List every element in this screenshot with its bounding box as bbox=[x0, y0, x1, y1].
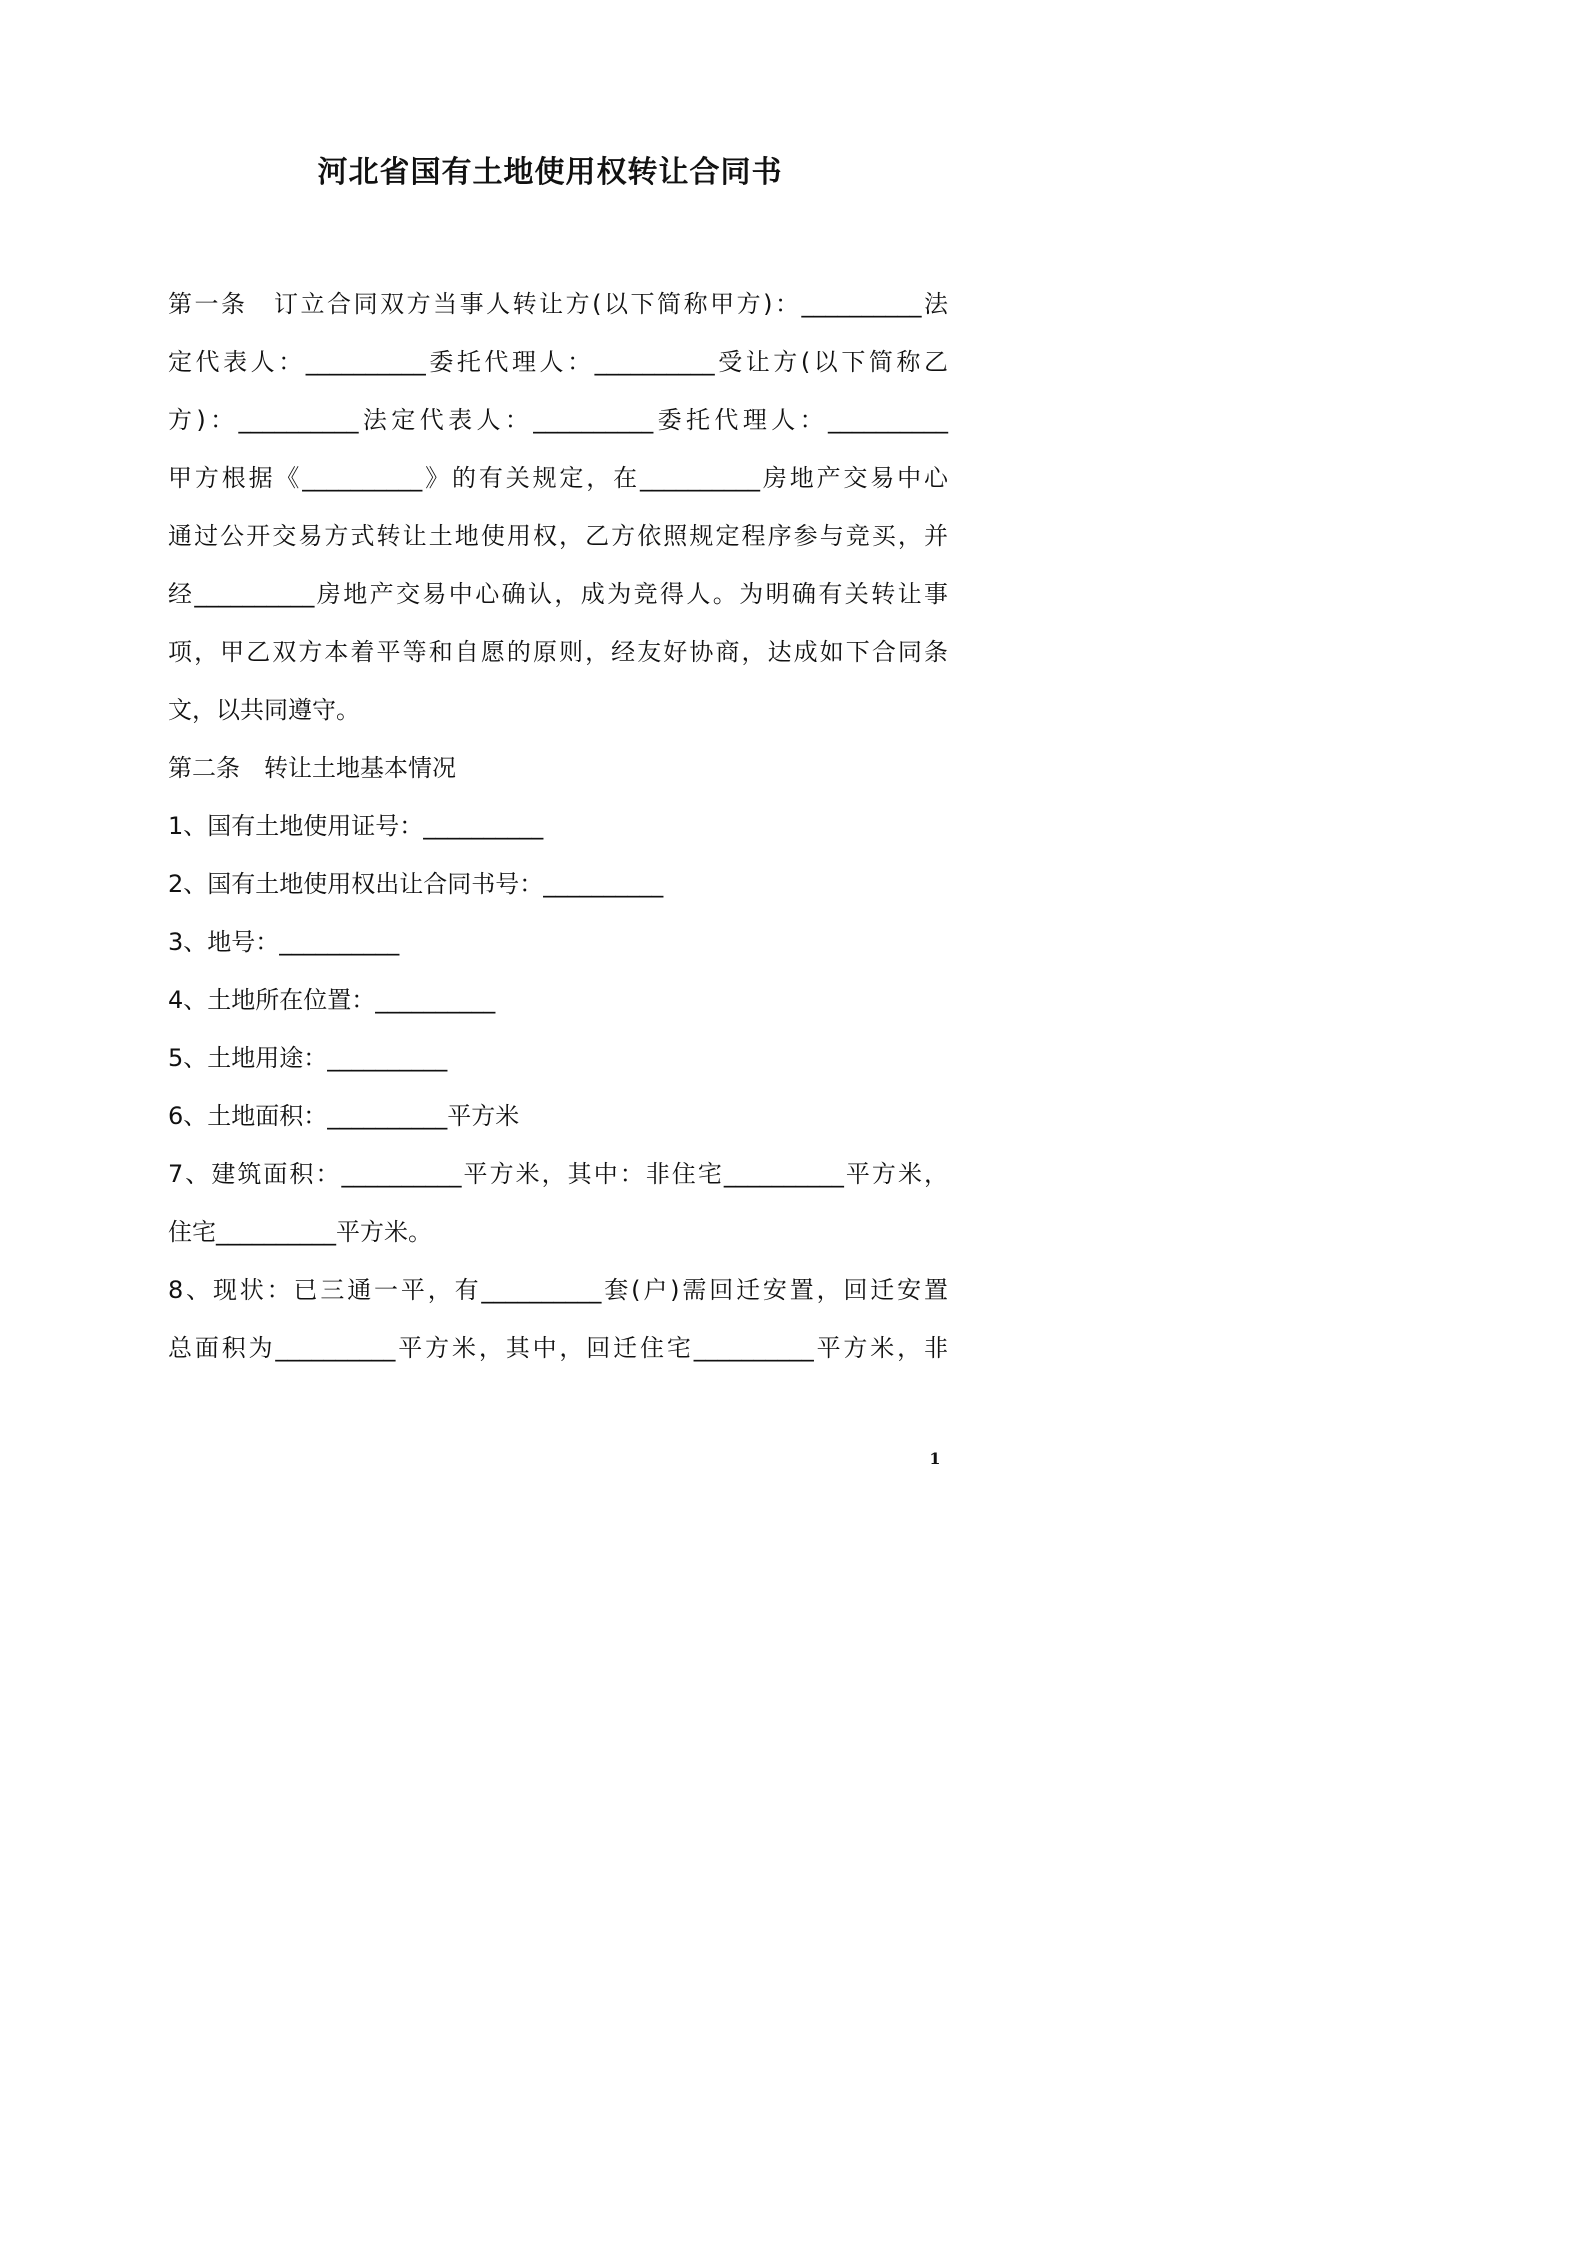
body-line: 方)：__________法定代表人：__________委托代理人：__________ bbox=[168, 406, 948, 434]
body-line: 通过公开交易方式转让土地使用权，乙方依照规定程序参与竞买，并 bbox=[168, 522, 948, 550]
list-item-continuation: 住宅__________平方米。 bbox=[168, 1218, 432, 1246]
list-item-continuation: 总面积为__________平方米，其中，回迁住宅__________平方米，非 bbox=[168, 1334, 948, 1362]
list-item: 8、现状：已三通一平，有__________套(户)需回迁安置，回迁安置 bbox=[168, 1276, 948, 1304]
document-title: 河北省国有土地使用权转让合同书 bbox=[317, 155, 783, 190]
list-item: 1、国有土地使用证号：__________ bbox=[168, 812, 544, 840]
list-item: 6、土地面积：__________平方米 bbox=[168, 1102, 520, 1130]
page-number: 1 bbox=[929, 1449, 941, 1468]
document-page bbox=[0, 0, 1100, 1556]
body-line: 定代表人：__________委托代理人：__________受让方(以下简称乙 bbox=[168, 348, 948, 376]
list-item: 4、土地所在位置：__________ bbox=[168, 986, 496, 1014]
body-line: 甲方根据《__________》的有关规定，在__________房地产交易中心 bbox=[168, 464, 948, 492]
section-heading: 第二条 转让土地基本情况 bbox=[168, 754, 456, 782]
list-item: 2、国有土地使用权出让合同书号：__________ bbox=[168, 870, 664, 898]
list-item: 5、土地用途：__________ bbox=[168, 1044, 448, 1072]
body-line: 第一条 订立合同双方当事人转让方(以下简称甲方)：__________法 bbox=[168, 290, 948, 318]
body-line: 项，甲乙双方本着平等和自愿的原则，经友好协商，达成如下合同条 bbox=[168, 638, 948, 666]
list-item: 3、地号：__________ bbox=[168, 928, 400, 956]
body-line: 经__________房地产交易中心确认，成为竞得人。为明确有关转让事 bbox=[168, 580, 948, 608]
body-line: 文，以共同遵守。 bbox=[168, 696, 360, 724]
list-item: 7、建筑面积：__________平方米，其中：非住宅__________平方米， bbox=[168, 1160, 948, 1188]
